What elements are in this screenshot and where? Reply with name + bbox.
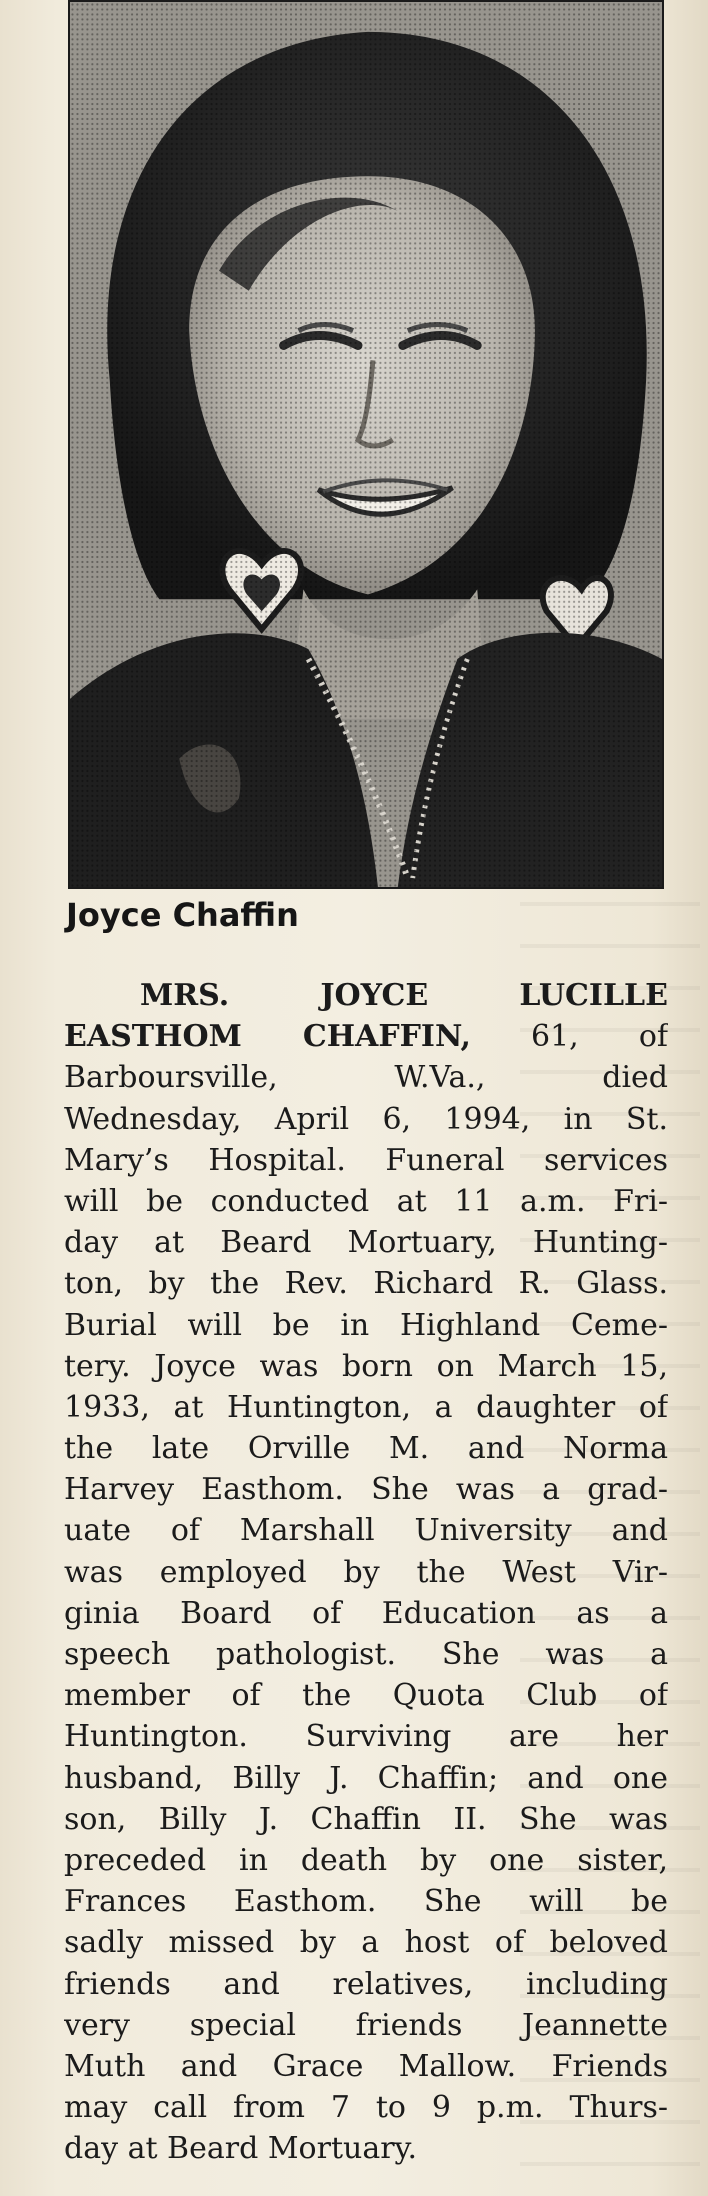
obituary-line: Harvey Easthom. She was a grad- xyxy=(64,1472,668,1508)
obituary-line: EASTHOM CHAFFIN, 61, of xyxy=(64,1019,668,1055)
obituary-line: Wednesday, April 6, 1994, in St. xyxy=(64,1101,668,1137)
obituary-line: very special friends Jeannette xyxy=(64,2007,668,2043)
obituary-line: was employed by the West Vir- xyxy=(64,1554,668,1590)
obituary-line: Muth and Grace Mallow. Friends xyxy=(64,2048,668,2084)
obituary-line: husband, Billy J. Chaffin; and one xyxy=(64,1760,668,1796)
obituary-line: friends and relatives, including xyxy=(64,1966,668,2002)
obituary-line: may call from 7 to 9 p.m. Thurs- xyxy=(64,2090,668,2126)
obituary-name-bold: MRS. JOYCE LUCILLE xyxy=(140,978,668,1013)
obituary-text xyxy=(64,975,668,2169)
obituary-line: 1933, at Huntington, a daughter of xyxy=(64,1389,668,1425)
obituary-line: Frances Easthom. She will be xyxy=(64,1884,668,1920)
obituary-line: Mary’s Hospital. Funeral services xyxy=(64,1142,668,1178)
obituary-line: day at Beard Mortuary. xyxy=(64,2131,418,2167)
obituary-line: sadly missed by a host of beloved xyxy=(64,1925,668,1961)
obituary-line: Huntington. Surviving are her xyxy=(64,1719,668,1755)
obituary-line: Barboursville, W.Va., died xyxy=(64,1060,668,1096)
halftone-portrait xyxy=(70,2,662,887)
obituary-line: Burial will be in Highland Ceme- xyxy=(64,1307,668,1343)
obituary-line xyxy=(64,975,668,1016)
obituary-line: preceded in death by one sister, xyxy=(64,1842,668,1878)
obituary-line: ton, by the Rev. Richard R. Glass. xyxy=(64,1266,668,1302)
photo-caption: Joyce Chaffin xyxy=(66,896,299,934)
portrait-photo xyxy=(68,0,664,889)
obituary-line: ginia Board of Education as a xyxy=(64,1595,668,1631)
obituary-line: uate of Marshall University and xyxy=(64,1513,668,1549)
obituary-line: tery. Joyce was born on March 15, xyxy=(64,1348,668,1384)
obituary-line: will be conducted at 11 a.m. Fri- xyxy=(64,1183,668,1219)
obituary-line: son, Billy J. Chaffin II. She was xyxy=(64,1801,668,1837)
obituary-line: speech pathologist. She was a xyxy=(64,1637,668,1672)
obituary-line: the late Orville M. and Norma xyxy=(64,1431,668,1467)
obituary-name-bold: EASTHOM CHAFFIN, xyxy=(64,1019,471,1055)
obituary-line: day at Beard Mortuary, Hunting- xyxy=(64,1225,668,1261)
obituary-line: member of the Quota Club of xyxy=(64,1678,668,1714)
